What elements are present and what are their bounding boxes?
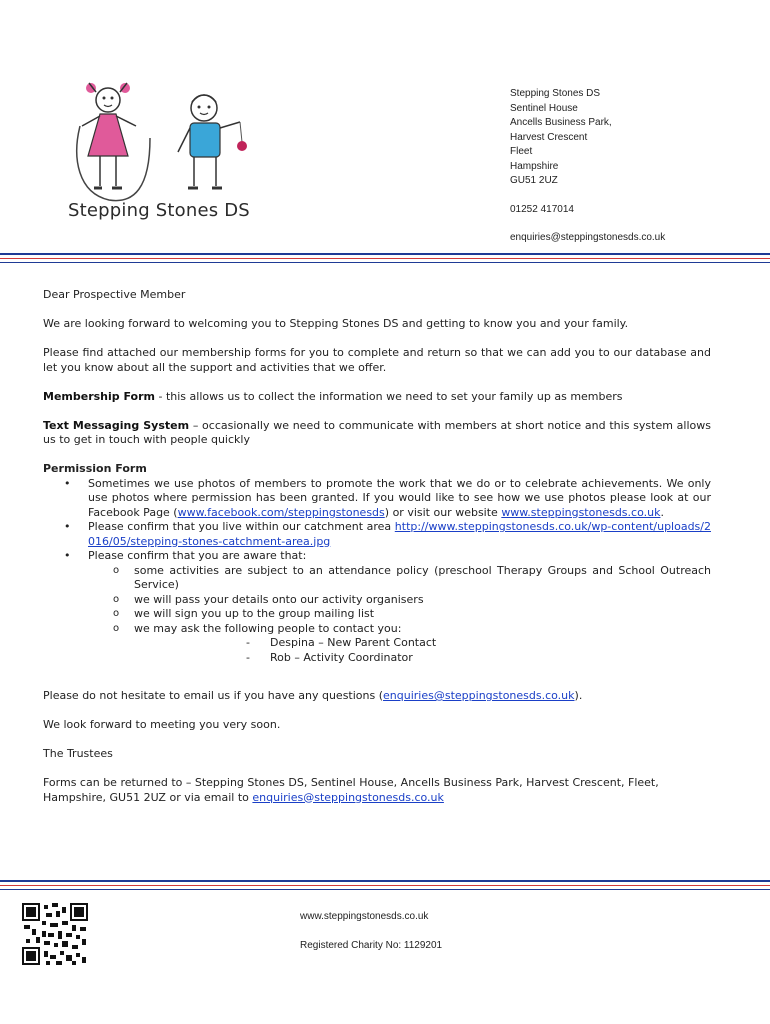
membership-label: Membership Form <box>43 389 155 403</box>
permission-list <box>43 477 711 666</box>
questions-text: ). <box>574 689 583 702</box>
membership-paragraph <box>43 390 711 405</box>
letter-body <box>43 288 711 820</box>
website-link[interactable]: www.steppingstonesds.co.uk <box>501 505 661 519</box>
forms-paragraph <box>43 776 711 805</box>
contacts-list <box>134 636 711 665</box>
footer-rule-red <box>0 885 770 886</box>
address-block <box>510 87 665 246</box>
contact-item: - Despina – New Parent Contact <box>134 636 711 651</box>
attached-paragraph: Please find attached our membership forms for you to complete and return so that we can add you to our database and let you know about all the support and activities that we offer. <box>43 346 711 374</box>
address-line: Ancells Business Park, <box>510 117 612 128</box>
text-messaging-text: – occasionally we need to communicate with members at short notice and this system allows us to get in touch with people quickly <box>43 418 711 446</box>
address-line: Hampshire <box>510 160 559 172</box>
awareness-list <box>88 564 711 666</box>
text-messaging-label: Text Messaging System <box>43 418 190 432</box>
greeting: Dear Prospective Member <box>43 288 186 301</box>
address-line: Harvest Crescent <box>510 131 588 143</box>
header-rule-red <box>0 258 770 259</box>
address-line: Sentinel House <box>510 102 578 114</box>
intro-paragraph: We are looking forward to welcoming you to Stepping Stones DS and getting to know you and your family. <box>43 317 629 330</box>
list-item <box>88 622 711 666</box>
permission-title: Permission Form <box>43 462 147 475</box>
children-illustration-icon <box>64 78 264 208</box>
bullet-text: . <box>660 505 664 519</box>
forms-email-link[interactable]: enquiries@steppingstonesds.co.uk <box>252 790 444 804</box>
address-line: GU51 2UZ <box>510 175 558 186</box>
questions-paragraph <box>43 689 711 704</box>
footer-charity: Registered Charity No: 1129201 <box>300 940 443 951</box>
list-item <box>43 520 711 549</box>
bullet-text: Sometimes we use photos of members to promote the work that we do or to celebrate achievements. We only use photos where permission has been granted. If you would like to see how we use photos please look at our Facebook Page ( <box>88 476 711 519</box>
bullet-text: Please confirm that you live within our catchment area <box>88 520 395 533</box>
list-item: o we will sign you up to the group mailing list <box>88 607 711 622</box>
text-messaging-paragraph <box>43 419 711 448</box>
list-item <box>43 549 711 665</box>
phone-number: 01252 417014 <box>510 203 574 215</box>
bullet-text: ) or visit our website <box>384 505 502 519</box>
contact-item: - Rob – Activity Coordinator <box>134 651 711 666</box>
list-item <box>43 477 711 521</box>
meeting-paragraph: We look forward to meeting you very soon. <box>43 718 281 731</box>
list-item-text: we may ask the following people to contact you: <box>134 621 402 635</box>
list-item: o some activities are subject to an attendance policy (preschool Therapy Groups and School Outreach Service) <box>88 564 711 593</box>
facebook-link[interactable]: www.facebook.com/steppingstonesds <box>177 505 385 519</box>
forms-text: Forms can be returned to – Stepping Stones DS, Sentinel House, Ancells Business Park, Harvest Crescent, Fleet, Hampshire, GU51 2UZ or via email to <box>43 776 659 804</box>
qr-code-icon[interactable] <box>22 903 88 965</box>
bullet-text: Please confirm that you are aware that: <box>88 549 307 562</box>
footer-rule-blue-thin <box>0 889 770 890</box>
logo <box>64 78 264 228</box>
catchment-link[interactable]: http://www.steppingstonesds.co.uk/wp-content/uploads/2016/05/stepping-stones-catchment-area.jpg <box>88 520 711 548</box>
footer-website[interactable]: www.steppingstonesds.co.uk <box>300 911 429 922</box>
address-line: Fleet <box>510 146 533 157</box>
contact-email[interactable]: enquiries@steppingstonesds.co.uk <box>510 232 666 243</box>
footer-rule-blue <box>0 880 770 882</box>
membership-text: - this allows us to collect the information we need to set your family up as members <box>155 389 623 403</box>
logo-title: Stepping Stones DS <box>68 200 250 221</box>
header-rule-blue <box>0 253 770 255</box>
questions-text: Please do not hesitate to email us if you have any questions ( <box>43 689 384 702</box>
questions-email-link[interactable]: enquiries@steppingstonesds.co.uk <box>383 689 575 702</box>
list-item: o we will pass your details onto our activity organisers <box>88 593 711 608</box>
signoff: The Trustees <box>43 747 113 760</box>
header-rule-blue-thin <box>0 262 770 263</box>
address-line: Stepping Stones DS <box>510 88 601 99</box>
